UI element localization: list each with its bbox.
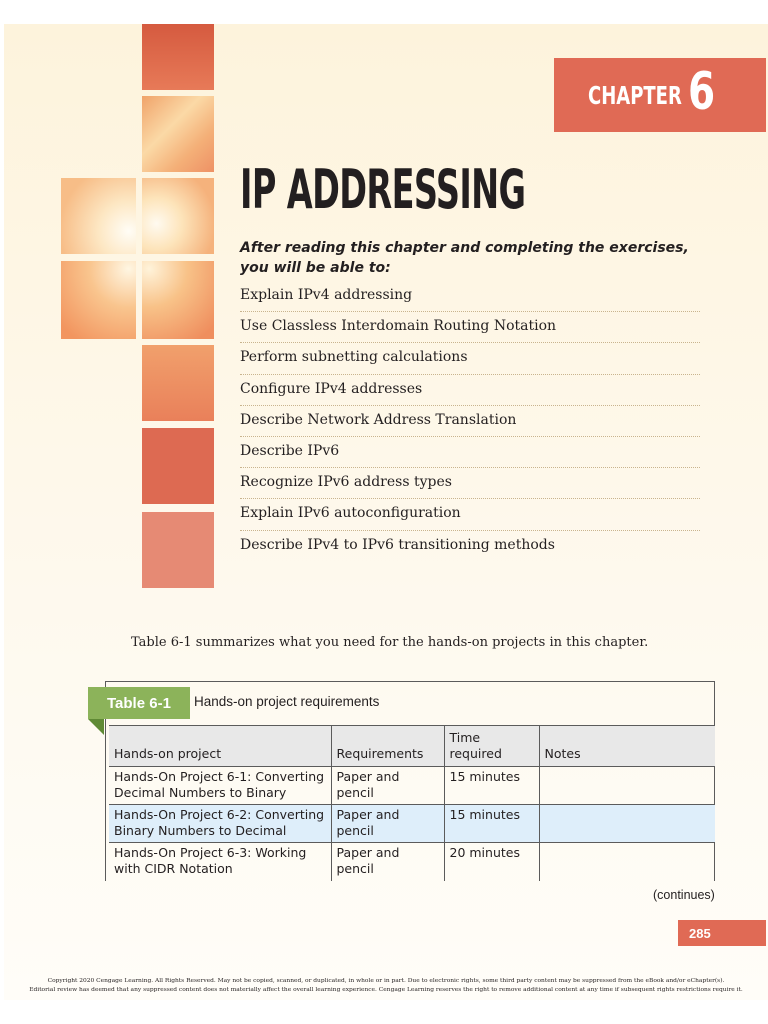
decorative-tile [142,178,214,254]
objective-item: Describe IPv6 [240,437,700,468]
decorative-tile [142,345,214,421]
table-cell: Paper and pencil [331,805,444,843]
decorative-tile [142,512,214,588]
objective-item: Describe Network Address Translation [240,406,700,437]
objective-item: Recognize IPv6 address types [240,468,700,499]
page-number: 285 [678,920,766,946]
table-label-fold [88,719,104,735]
decorative-tile [142,96,214,172]
table-cell: 15 minutes [444,767,539,805]
table-cell: Hands-On Project 6-3: Working with CIDR Notation [109,843,331,881]
chapter-number: 6 [688,62,716,122]
table-header-row [109,726,715,767]
table-caption: Hands-on project requirements [194,694,380,709]
table-row [109,843,715,881]
book-page [4,24,768,1000]
objective-item: Describe IPv4 to IPv6 transitioning methods [240,536,555,553]
table-lead-text: Table 6-1 summarizes what you need for the hands-on projects in this chapter. [131,635,649,650]
table-cell [539,767,715,805]
decorative-tile [142,428,214,504]
objective-item: Explain IPv6 autoconfiguration [240,499,700,530]
table-cell: Paper and pencil [331,767,444,805]
objectives-intro: After reading this chapter and completing the exercises, you will be able to: [240,240,689,276]
objective-item: Explain IPv4 addressing [240,281,700,312]
table-row [109,805,715,843]
objective-item: Use Classless Interdomain Routing Notation [240,312,700,343]
copyright-notice [4,977,768,995]
decorative-tile [61,178,136,254]
decorative-tile [61,261,136,339]
objective-item: Configure IPv4 addresses [240,375,700,406]
copyright-line: Copyright 2020 Cengage Learning. All Rights Reserved. May not be copied, scanned, or duplicated, in whole or in part. Due to electronic rights, some third party content may be suppressed from the eBook and/or eChapter(s). [47,978,725,984]
table-cell: 20 minutes [444,843,539,881]
table-cell: Hands-On Project 6-2: Converting Binary Numbers to Decimal [109,805,331,843]
objectives-list [240,281,700,562]
table-cell: Hands-On Project 6-1: Converting Decimal Numbers to Binary [109,767,331,805]
requirements-table [109,725,715,881]
decorative-tile [142,261,214,339]
column-header: Requirements [331,726,444,767]
table-cell [539,805,715,843]
table-cell [539,843,715,881]
chapter-badge [554,58,766,132]
objective-item: Perform subnetting calculations [240,343,700,374]
table-cell: Paper and pencil [331,843,444,881]
table-label: Table 6-1 [88,687,190,719]
column-header: Hands-on project [109,726,331,767]
copyright-line: Editorial review has deemed that any suppressed content does not materially affect the overall learning experience. Cengage Learning reserves the right to remove additional content at any time if subsequent rights restrictions require it. [29,987,743,993]
column-header: Time required [444,726,539,767]
continues-note: (continues) [653,888,715,902]
decorative-tile [142,24,214,90]
table-row [109,767,715,805]
chapter-title: IP ADDRESSING [240,158,526,221]
chapter-label: CHAPTER [588,80,682,110]
column-header: Notes [539,726,715,767]
table-cell: 15 minutes [444,805,539,843]
